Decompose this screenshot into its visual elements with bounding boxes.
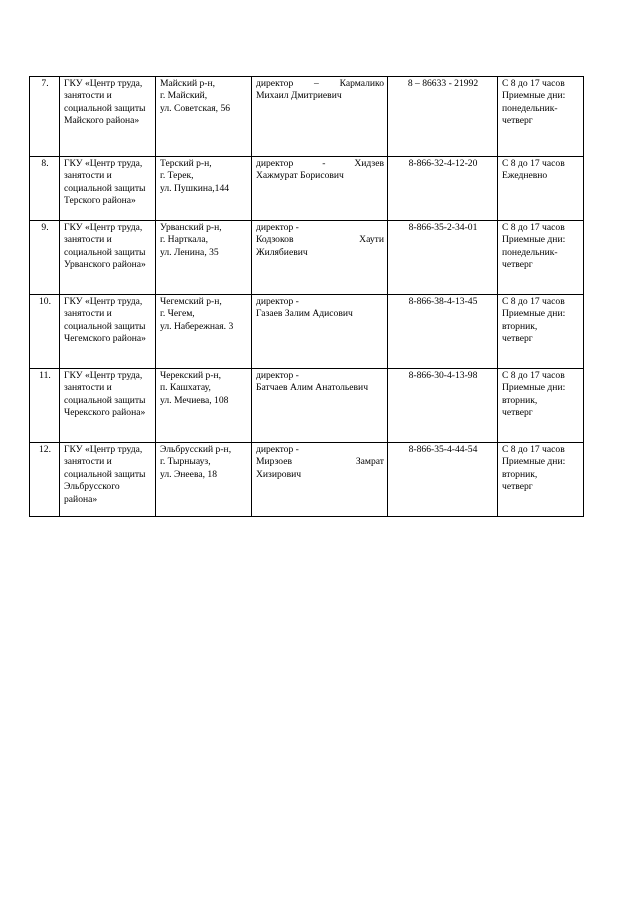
organization-name: ГКУ «Центр труда, занятости и социальной защиты Терского района» [60,157,156,221]
working-hours: С 8 до 17 часов Приемные дни: вторник, четверг [498,443,584,517]
working-hours: С 8 до 17 часов Приемные дни: вторник, четверг [498,369,584,443]
phone-number: 8-866-35-4-44-54 [388,443,498,517]
organization-name: ГКУ «Центр труда, занятости и социальной защиты Урванского района» [60,221,156,295]
table-row [30,295,584,369]
organization-name: ГКУ «Центр труда, занятости и социальной защиты Эльбрусского района» [60,443,156,517]
director-cell [252,369,388,443]
row-number: 8. [30,157,60,221]
row-number: 9. [30,221,60,295]
director-cell [252,77,388,157]
phone-number: 8-866-38-4-13-45 [388,295,498,369]
organization-address: Чегемский р-н, г. Чегем, ул. Набережная. 3 [156,295,252,369]
director-name: Хажмурат Борисович [256,170,344,182]
table-row [30,77,584,157]
director-title: директор - [256,444,299,455]
director-title: директор – Кармалико [256,78,384,89]
director-name: Батчаев Алим Анатольевич [256,382,369,394]
organization-address: Терский р-н, г. Терек, ул. Пушкина,144 [156,157,252,221]
director-title: директор - [256,222,299,233]
organization-name: ГКУ «Центр труда, занятости и социальной защиты Майского района» [60,77,156,157]
director-cell [252,157,388,221]
row-number: 12. [30,443,60,517]
working-hours: С 8 до 17 часов Приемные дни: понедельник- четверг [498,77,584,157]
director-cell [252,221,388,295]
organization-address: Черекский р-н, п. Кашхатау, ул. Мечиева, 108 [156,369,252,443]
director-name: Газаев Залим Адисович [256,308,353,320]
director-cell [252,295,388,369]
organization-name: ГКУ «Центр труда, занятости и социальной защиты Черекского района» [60,369,156,443]
phone-number: 8-866-35-2-34-01 [388,221,498,295]
working-hours: С 8 до 17 часов Приемные дни: вторник, четверг [498,295,584,369]
director-cell [252,443,388,517]
organization-address: Майский р-н, г. Майский, ул. Советская, 56 [156,77,252,157]
organization-address: Эльбрусский р-н, г. Тырныауз, ул. Энеева, 18 [156,443,252,517]
table-row [30,221,584,295]
director-surname: Кодзоков Хаути [256,234,384,246]
director-name: Жилябиевич [256,246,308,258]
table-row [30,443,584,517]
organization-address: Урванский р-н, г. Нарткала, ул. Ленина, 35 [156,221,252,295]
row-number: 11. [30,369,60,443]
phone-number: 8 – 86633 - 21992 [388,77,498,157]
employment-centers-table [29,76,584,517]
organization-name: ГКУ «Центр труда, занятости и социальной защиты Чегемского района» [60,295,156,369]
director-name: Михаил Дмитриевич [256,90,342,102]
director-surname: Мирзоев Замрат [256,456,384,468]
row-number: 7. [30,77,60,157]
phone-number: 8-866-32-4-12-20 [388,157,498,221]
director-title: директор - [256,296,299,307]
table-row [30,369,584,443]
row-number: 10. [30,295,60,369]
table-row [30,157,584,221]
director-name: Хизирович [256,468,302,480]
working-hours: С 8 до 17 часов Ежедневно [498,157,584,221]
working-hours: С 8 до 17 часов Приемные дни: понедельник- четверг [498,221,584,295]
phone-number: 8-866-30-4-13-98 [388,369,498,443]
director-title: директор - Хидзев [256,158,384,169]
director-title: директор - [256,370,299,381]
